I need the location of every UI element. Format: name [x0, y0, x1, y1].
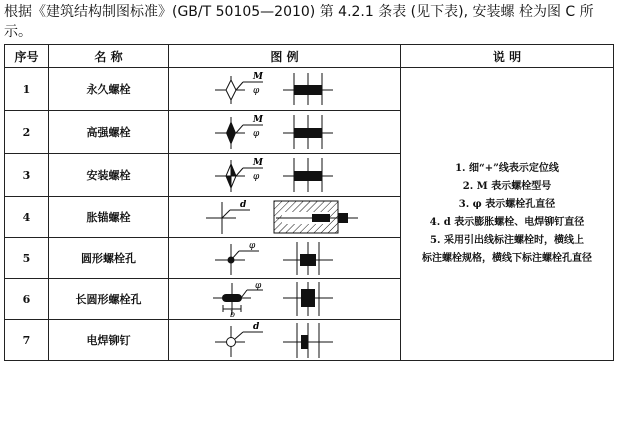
slotted-bolt-hole-icon	[169, 279, 401, 320]
row-seq: 5	[5, 238, 49, 279]
intro-paragraph: 根据《建筑结构制图标准》(GB/T 50105—2010) 第 4.2.1 条表 (见下表), 安装螺 栓为图 C 所示。	[4, 4, 594, 40]
svg-text:φ: φ	[252, 129, 259, 139]
row-seq: 4	[5, 197, 49, 238]
row-name: 圆形螺栓孔	[49, 238, 169, 279]
erection-bolt-icon	[169, 154, 401, 197]
note-item: 3. φ 表示螺栓孔直径	[458, 199, 556, 210]
row-name: 安装螺栓	[49, 154, 169, 197]
header-notes: 说 明	[401, 45, 614, 68]
permanent-bolt-icon	[169, 68, 401, 111]
row-name: 长圆形螺栓孔	[49, 279, 169, 320]
header-name: 名 称	[49, 45, 169, 68]
expansion-anchor-bolt-icon	[169, 197, 401, 238]
note-item: 标注螺栓规格，横线下标注螺栓孔直径	[422, 253, 592, 264]
row-name: 高强螺栓	[49, 111, 169, 154]
svg-text:φ: φ	[252, 86, 259, 96]
row-seq: 6	[5, 279, 49, 320]
table-row	[5, 68, 614, 111]
svg-text:φ: φ	[252, 172, 259, 182]
svg-text:b: b	[229, 310, 235, 319]
row-seq: 2	[5, 111, 49, 154]
welded-rivet-icon	[169, 320, 401, 361]
table-header-row	[5, 45, 614, 68]
header-seq: 序号	[5, 45, 49, 68]
note-item: 4. d 表示膨胀螺栓、电焊铆钉直径	[429, 217, 585, 228]
high-strength-bolt-icon	[169, 111, 401, 154]
note-item: 2. M 表示螺栓型号	[462, 181, 552, 192]
svg-text:M: M	[252, 72, 263, 82]
svg-text:φ: φ	[248, 241, 255, 251]
round-bolt-hole-icon	[169, 238, 401, 279]
notes-cell	[401, 68, 614, 361]
row-name: 电焊铆钉	[49, 320, 169, 361]
row-name: 胀锚螺栓	[49, 197, 169, 238]
row-seq: 3	[5, 154, 49, 197]
row-name: 永久螺栓	[49, 68, 169, 111]
svg-text:M: M	[252, 158, 263, 168]
note-item: 1. 细“+”线表示定位线	[455, 163, 559, 174]
note-item: 5. 采用引出线标注螺栓时，横线上	[430, 235, 584, 246]
svg-text:M: M	[252, 115, 263, 125]
svg-text:d: d	[239, 200, 246, 210]
header-figure: 图 例	[169, 45, 401, 68]
svg-text:φ: φ	[254, 281, 261, 291]
row-seq: 1	[5, 68, 49, 111]
row-seq: 7	[5, 320, 49, 361]
bolt-legend-table	[4, 44, 614, 361]
svg-text:d: d	[252, 322, 259, 332]
